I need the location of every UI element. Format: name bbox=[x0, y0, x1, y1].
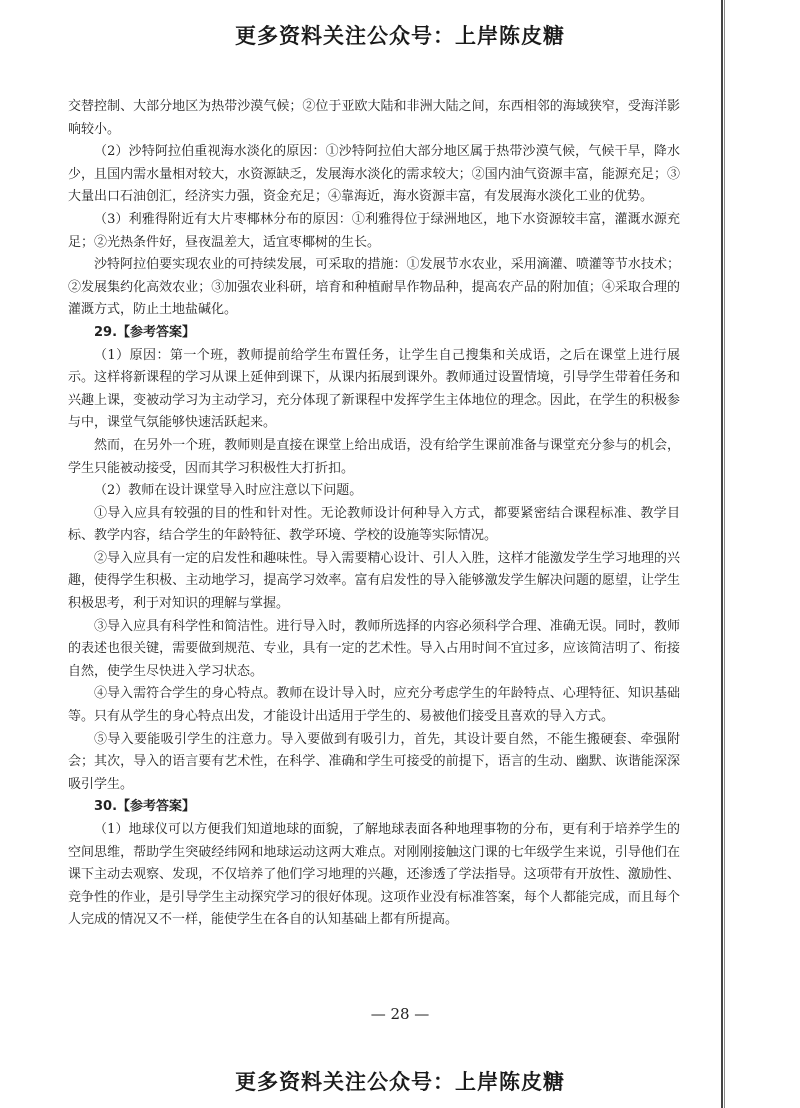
paragraph: ④导入需符合学生的身心特点。教师在设计导入时，应充分考虑学生的年龄特点、心理特征、知识基础等。只有从学生的身心特点出发，才能设计出适用于学生的、易被他们接受且喜欢的导入方式。 bbox=[68, 686, 680, 725]
paragraph: （1）地球仪可以方便我们知道地球的面貌，了解地球表面各种地理事物的分布，更有利于培养学生的空间思维，帮助学生突破经纬网和地球运动这两大难点。对刚刚接触这门课的七年级学生来说，引导他们在课下主动去观察、发现，不仅培养了他们学习地理的兴趣，还渗透了学法指导。这项带有开放性、激励性、竞争性的作业，是引导学生主动探究学习的很好体现。这项作业没有标准答案，每个人都能完成，而且每个人完成的情况又不一样，能使学生在各自的认知基础上都有所提高。 bbox=[68, 822, 680, 928]
scan-edge-line bbox=[721, 0, 723, 1108]
paragraph: （2）沙特阿拉伯重视海水淡化的原因：①沙特阿拉伯大部分地区属于热带沙漠气候，气候干旱，降水少，且国内需水量相对较大，水资源缺乏，发展海水淡化的需求较大；②国内油气资源丰富，能源充足；③大量出口石油创汇，经济实力强，资金充足；④靠海近，海水资源丰富，有发展海水淡化工业的优势。 bbox=[68, 144, 680, 205]
paragraph: （2）教师在设计课堂导入时应注意以下问题。 bbox=[94, 483, 363, 499]
paragraph: 交替控制、大部分地区为热带沙漠气候；②位于亚欧大陆和非洲大陆之间，东西相邻的海域狭窄，受海洋影响较小。 bbox=[68, 99, 680, 137]
paragraph: ①导入应具有较强的目的性和针对性。无论教师设计何种导入方式，都要紧密结合课程标准、教学目标、教学内容，结合学生的年龄特征、教学环境、学校的设施等实际情况。 bbox=[68, 505, 680, 544]
paragraph: ②导入应具有一定的启发性和趣味性。导入需要精心设计、引人入胜，这样才能激发学生学习地理的兴趣，使得学生积极、主动地学习，提高学习效率。富有启发性的导入能够激发学生解决问题的愿望，让学生积极思考，利于对知识的理解与掌握。 bbox=[68, 550, 680, 612]
paragraph: ⑤导入要能吸引学生的注意力。导入要做到有吸引力，首先，其设计要自然，不能生搬硬套、牵强附会；其次，导入的语言要有艺术性，在科学、准确和学生可接受的前提下，语言的生动、幽默、诙谐能深深吸引学生。 bbox=[68, 731, 680, 792]
scan-edge-line-thin bbox=[724, 0, 725, 1108]
paragraph: 然而，在另外一个班，教师则是直接在课堂上给出成语，没有给学生课前准备与课堂充分参与的机会，学生只能被动接受，因而其学习积极性大打折扣。 bbox=[68, 437, 680, 476]
paragraph: 沙特阿拉伯要实现农业的可持续发展，可采取的措施：①发展节水农业，采用滴灌、喷灌等节水技术；②发展集约化高效农业；③加强农业科研，培育和种植耐旱作物品种，提高农产品的附加值；④采取合理的灌溉方式，防止土地盐碱化。 bbox=[68, 257, 680, 318]
answer-body bbox=[68, 96, 680, 932]
question-heading-29: 29.【参考答案】 bbox=[94, 324, 196, 340]
paragraph: （1）原因：第一个班，教师提前给学生布置任务，让学生自己搜集和关成语，之后在课堂上进行展示。这样将新课程的学习从课上延伸到课下，从课内拓展到课外。教师通过设置情境，引导学生带着任务和兴趣上课，变被动学习为主动学习，充分体现了新课程中发挥学生主体地位的理念。因此，在学生的积极参与中，课堂气氛能够快速活跃起来。 bbox=[68, 347, 680, 431]
question-heading-30: 30.【参考答案】 bbox=[94, 799, 196, 815]
header-banner: 更多资料关注公众号：上岸陈皮糖 bbox=[235, 24, 565, 48]
paragraph: ③导入应具有科学性和简洁性。进行导入时，教师所选择的内容必须科学合理、准确无误。同时，教师的表述也很关键，需要做到规范、专业，具有一定的艺术性。导入占用时间不宜过多，应该简洁明了、衔接自然，使学生尽快进入学习状态。 bbox=[68, 618, 680, 679]
paragraph: （3）利雅得附近有大片枣椰林分布的原因：①利雅得位于绿洲地区，地下水资源较丰富，灌溉水源充足；②光热条件好，昼夜温差大，适宜枣椰树的生长。 bbox=[68, 211, 680, 250]
footer-banner: 更多资料关注公众号：上岸陈皮糖 bbox=[235, 1070, 565, 1094]
page-number: — 28 — bbox=[370, 1005, 430, 1023]
